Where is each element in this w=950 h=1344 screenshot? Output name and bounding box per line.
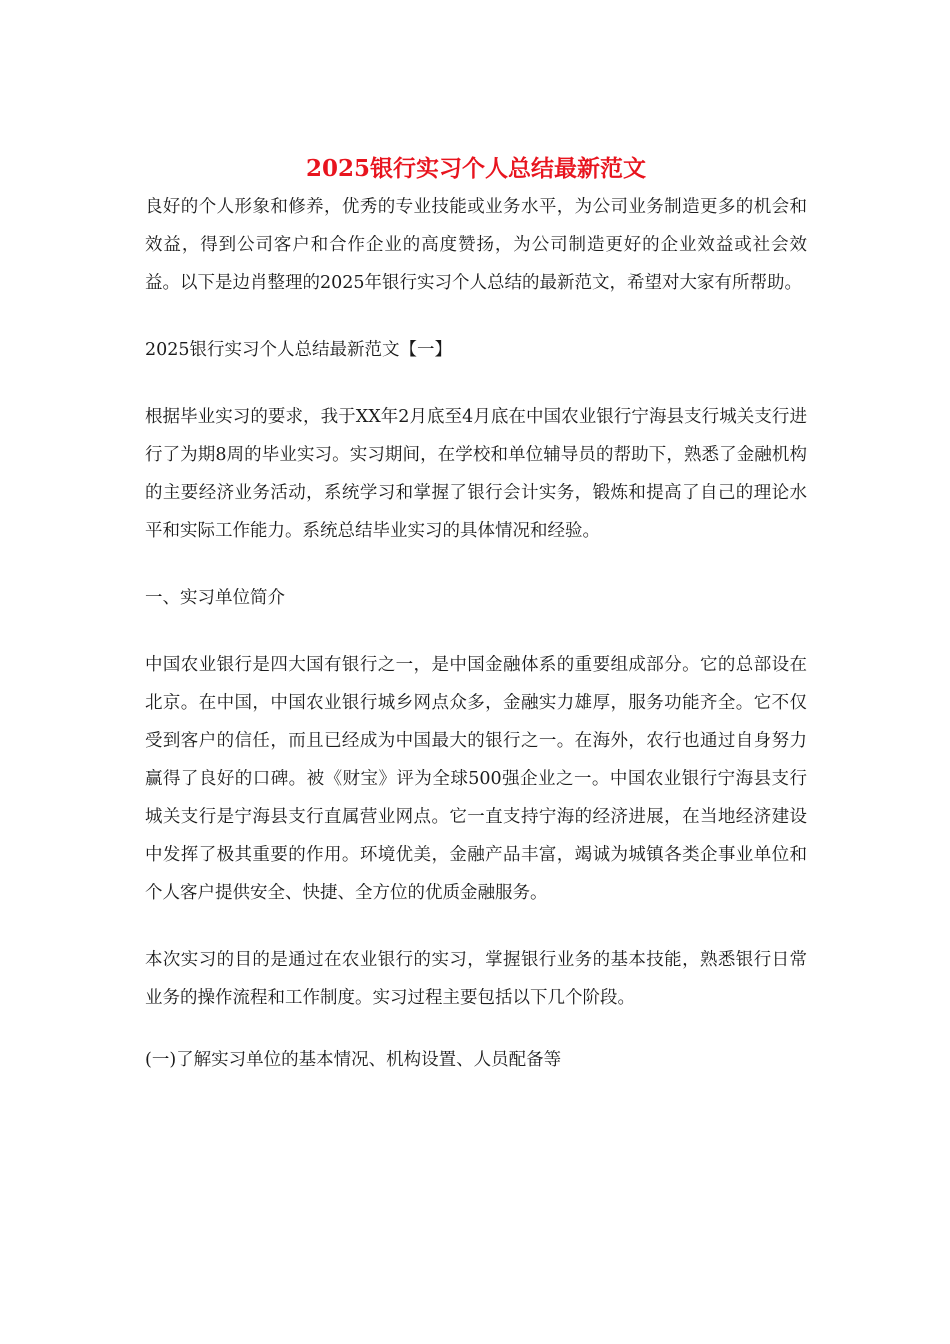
paragraph-gap: [145, 302, 807, 331]
intro-paragraph: 良好的个人形象和修养，优秀的专业技能或业务水平，为公司业务制造更多的机会和效益，得到公司客户和合作企业的高度赞扬，为公司制造更好的企业效益或社会效益。以下是边肖整理的2025年银行实习个人总结的最新范文，希望对大家有所帮助。: [145, 197, 807, 293]
body-paragraph-3: 本次实习的目的是通过在农业银行的实习，掌握银行业务的基本技能，熟悉银行日常业务的操作流程和工作制度。实习过程主要包括以下几个阶段。: [145, 950, 807, 1008]
document-title: 2025银行实习个人总结最新范文: [305, 155, 646, 182]
subheading-2: (一)了解实习单位的基本情况、机构设置、人员配备等: [145, 1050, 562, 1070]
document-body: [145, 150, 807, 1079]
section-heading: 2025银行实习个人总结最新范文【一】: [145, 340, 453, 360]
paragraph-gap: [145, 369, 807, 398]
subheading-1: 一、实习单位简介: [145, 588, 285, 608]
paragraph-gap: [145, 912, 807, 941]
paragraph-gap: [145, 1017, 807, 1041]
paragraph-gap: [145, 550, 807, 579]
body-paragraph-2: 中国农业银行是四大国有银行之一，是中国金融体系的重要组成部分。它的总部设在北京。在中国，中国农业银行城乡网点众多，金融实力雄厚，服务功能齐全。它不仅受到客户的信任，而且已经成为中国最大的银行之一。在海外，农行也通过自身努力赢得了良好的口碑。被《财宝》评为全球500强企业之一。中国农业银行宁海县支行城关支行是宁海县支行直属营业网点。它一直支持宁海的经济进展，在当地经济建设中发挥了极其重要的作用。环境优美，金融产品丰富，竭诚为城镇各类企事业单位和个人客户提供安全、快捷、全方位的优质金融服务。: [145, 655, 807, 903]
paragraph-gap: [145, 617, 807, 646]
body-paragraph-1: 根据毕业实习的要求，我于XX年2月底至4月底在中国农业银行宁海县支行城关支行进行了为期8周的毕业实习。实习期间，在学校和单位辅导员的帮助下，熟悉了金融机构的主要经济业务活动，系统学习和掌握了银行会计实务，锻炼和提高了自己的理论水平和实际工作能力。系统总结毕业实习的具体情况和经验。: [145, 407, 807, 541]
